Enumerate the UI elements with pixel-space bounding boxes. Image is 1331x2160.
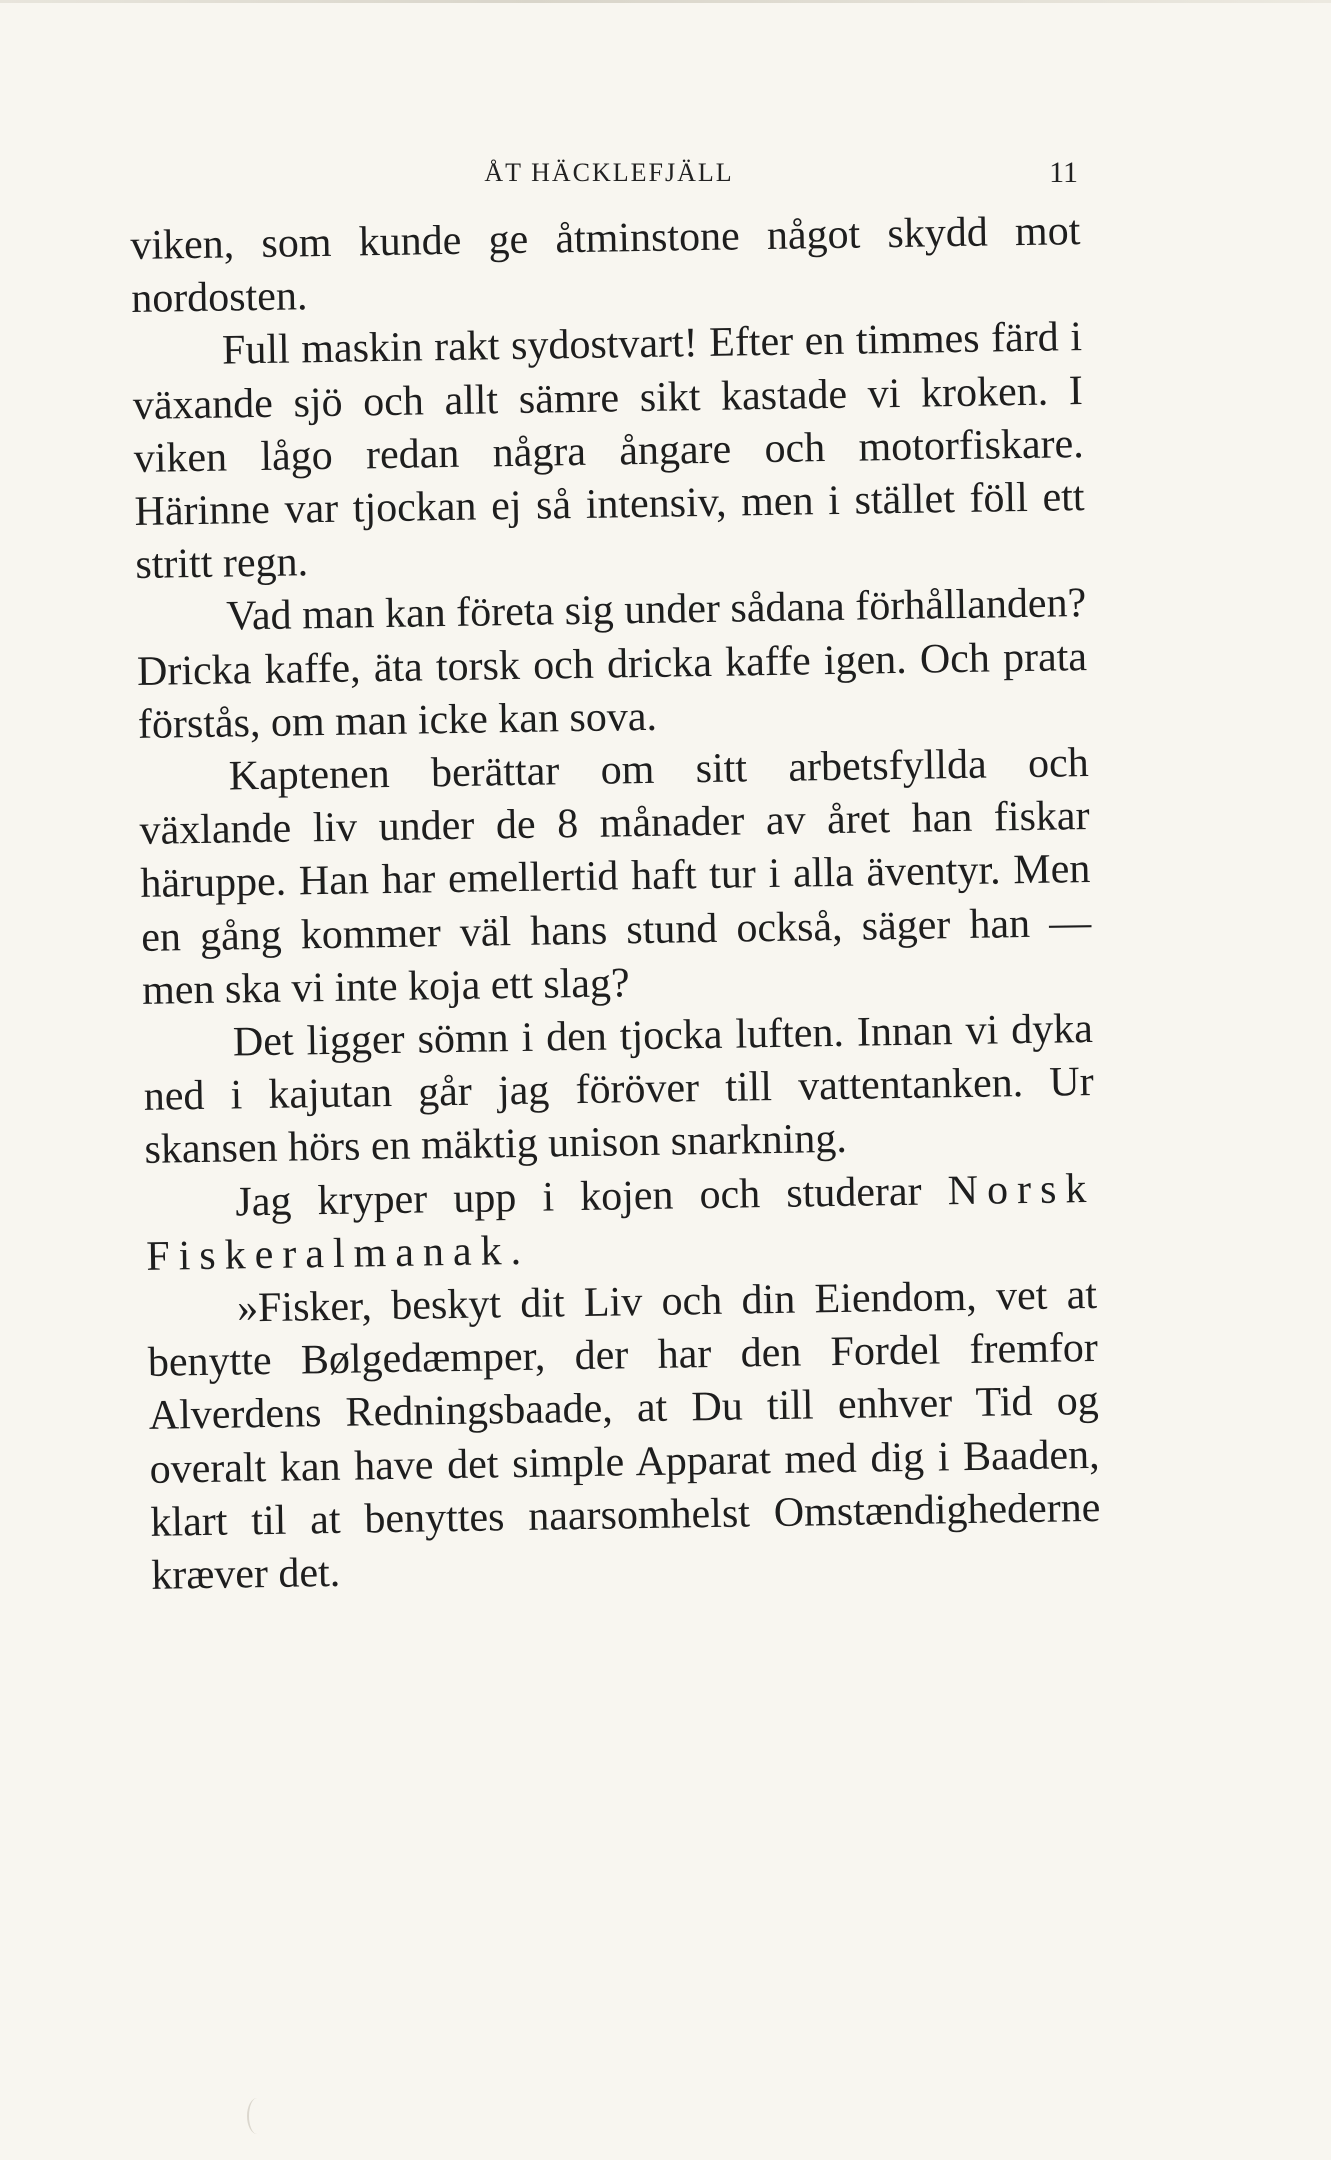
page-header [140,158,1078,198]
running-head: ÅT HÄCKLEFJÄLL [484,158,734,187]
almanac-title: Norsk Fiskeralmanak [145,1165,1096,1280]
page-top-edge [0,0,1331,3]
paragraph-4: Kaptenen berättar om sitt arbetsfyllda och växlande liv under de 8 månader av året han fiskar häruppe. Han har emellertid haft tur i alla äventyr. Men en gång kommer väl hans stund också, säger han — men ska vi inte koja ett slag? [139,740,1092,1014]
body-text [130,205,1102,1603]
paragraph-1: viken, som kunde ge åtminstone något skydd mot nordosten. [130,208,1081,323]
paragraph-7-quote: »Fisker, beskyt dit Liv och din Eiendom, vet at benytte Bølgedæmper, der har den Fordel fremfor Alverdens Redningsbaade, at Du till enhver Tid og overalt kan have det simple Apparat med dig i Baaden, klart til at benyttes naarsomhelst Omstændighederne kræver det. [147,1272,1101,1599]
paragraph-3: Vad man kan företa sig under sådana förhållanden? Dricka kaffe, äta torsk och dricka kaffe igen. Och prata förstås, om man icke kan sova. [136,580,1088,748]
paragraph-6 [145,1163,1097,1284]
paragraph-6-text: Jag kryper upp i kojen och studerar [235,1167,949,1226]
paragraph-5: Det ligger sömn i den tjocka luften. Innan vi dyka ned i kajutan går jag föröver till vattentanken. Ur skansen hörs en mäktig unison snarkning. [143,1006,1095,1174]
paragraph-2: Full maskin rakt sydostvart! Efter en timmes färd i växande sjö och allt sämre sikt kastade vi kroken. I viken lågo redan några ångare och motorfiskare. Härinne var tjockan ej så intensiv, men i stället föll ett stritt regn. [132,314,1085,589]
paragraph-6-end: . [510,1227,522,1275]
paper-mark [247,2098,267,2134]
page-number: 11 [1049,156,1078,189]
